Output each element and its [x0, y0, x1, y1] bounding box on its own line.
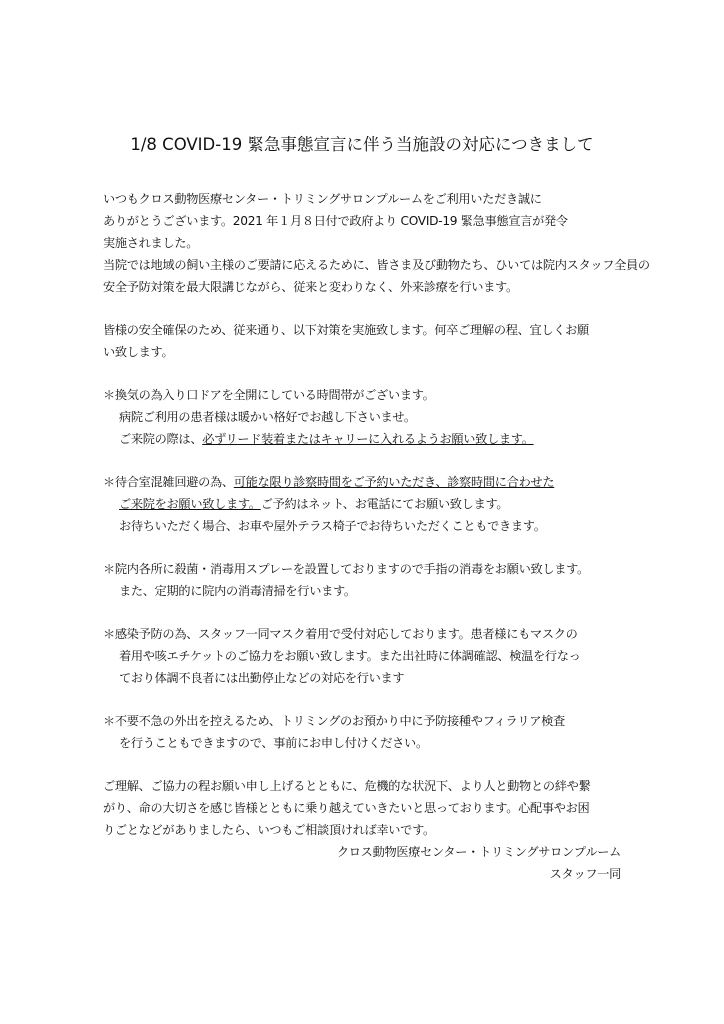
measure-line: を行うこともできますので、事前にお申し付けください。: [119, 736, 428, 750]
measure-line: お待ちいただく場合、お車や屋外テラス椅子でお待ちいただくこともできます。: [119, 519, 546, 533]
measures-intro-line: 皆様の安全確保のため、従来通り、以下対策を実施致します。何卒ご理解の程、宜しくお願: [103, 323, 589, 337]
signature-staff: スタッフ一同: [549, 867, 621, 881]
measure-line: ＊院内各所に殺菌・消毒用スプレーを設置しておりますので手指の消毒をお願い致します。: [103, 562, 589, 576]
measures-intro-paragraph: [103, 319, 633, 363]
underlined-text: ご来院をお願い致します。: [119, 497, 261, 511]
page-title: 1/8 COVID-19 緊急事態宣言に伴う当施設の対応につきまして: [130, 135, 594, 154]
measure-item-masks: [103, 623, 633, 689]
measure-line: ており体調不良者には出勤停止などの対応を行います: [119, 671, 405, 685]
intro-line: いつもクロス動物医療センター・トリミングサロンプルームをご利用いただき誠に: [103, 192, 542, 206]
closing-paragraph: [103, 775, 633, 841]
measure-line: 着用や咳エチケットのご協力をお願い致します。また出社時に体調確認、検温を行なっ: [119, 649, 581, 663]
measure-line: [103, 428, 633, 450]
measure-line: [103, 493, 633, 515]
measure-item-ventilation: [103, 384, 633, 450]
measure-line: ＊感染予防の為、スタッフ一同マスク着用で受付対応しております。患者様にもマスクの: [103, 627, 578, 641]
measure-item-waiting-room: [103, 471, 633, 537]
measure-item-disinfection: [103, 558, 633, 602]
underlined-text: 必ずリード装着またはキャリーに入れるようお願い致します。: [202, 432, 534, 446]
measure-line: ＊不要不急の外出を控えるため、トリミングのお預かり中に予防接種やフィラリア検査: [103, 714, 565, 728]
intro-line: 実施されました。: [103, 236, 199, 250]
intro-line: ありがとうございます。2021 年１月８日付で政府より COVID-19 緊急事態宣言が発令: [103, 214, 568, 228]
intro-paragraph: [103, 188, 650, 298]
signature-block: [103, 841, 633, 885]
closing-line: りごとなどがありましたら、いつもご相談頂ければ幸いです。: [103, 823, 435, 837]
measure-line: [103, 471, 633, 493]
measure-line: また、定期的に院内の消毒清掃を行います。: [119, 584, 356, 598]
measure-line: 病院ご利用の患者様は暖かい格好でお越し下さいませ。: [119, 410, 416, 424]
measure-text: ＊待合室混雑回避の為、: [103, 475, 234, 489]
measure-text: ご来院の際は、: [119, 432, 203, 446]
intro-line: 当院では地域の飼い主様のご要請に応えるために、皆さま及び動物たち、ひいては院内スタッフ全員の: [103, 258, 650, 272]
closing-line: ご理解、ご協力の程お願い申し上げるとともに、危機的な状況下、より人と動物との絆や繋: [103, 779, 591, 793]
signature-organization: クロス動物医療センター・トリミングサロンプルーム: [336, 845, 621, 859]
closing-line: がり、命の大切さを感じ皆様とともに乗り越えていきたいと思っております。心配事やお困: [103, 801, 590, 815]
measures-intro-line: い致します。: [103, 345, 174, 359]
measure-line: ＊換気の為入り口ドアを全開にしている時間帯がございます。: [103, 388, 435, 402]
notice-body: [103, 188, 650, 885]
measure-item-trimming: [103, 710, 633, 754]
intro-line: 安全予防対策を最大限講じながら、従来と変わりなく、外来診療を行います。: [103, 280, 518, 294]
measure-text: ご予約はネット、お電話にてお願い致します。: [260, 497, 509, 511]
underlined-text: 可能な限り診察時間をご予約いただき、診察時間に合わせた: [233, 475, 555, 489]
